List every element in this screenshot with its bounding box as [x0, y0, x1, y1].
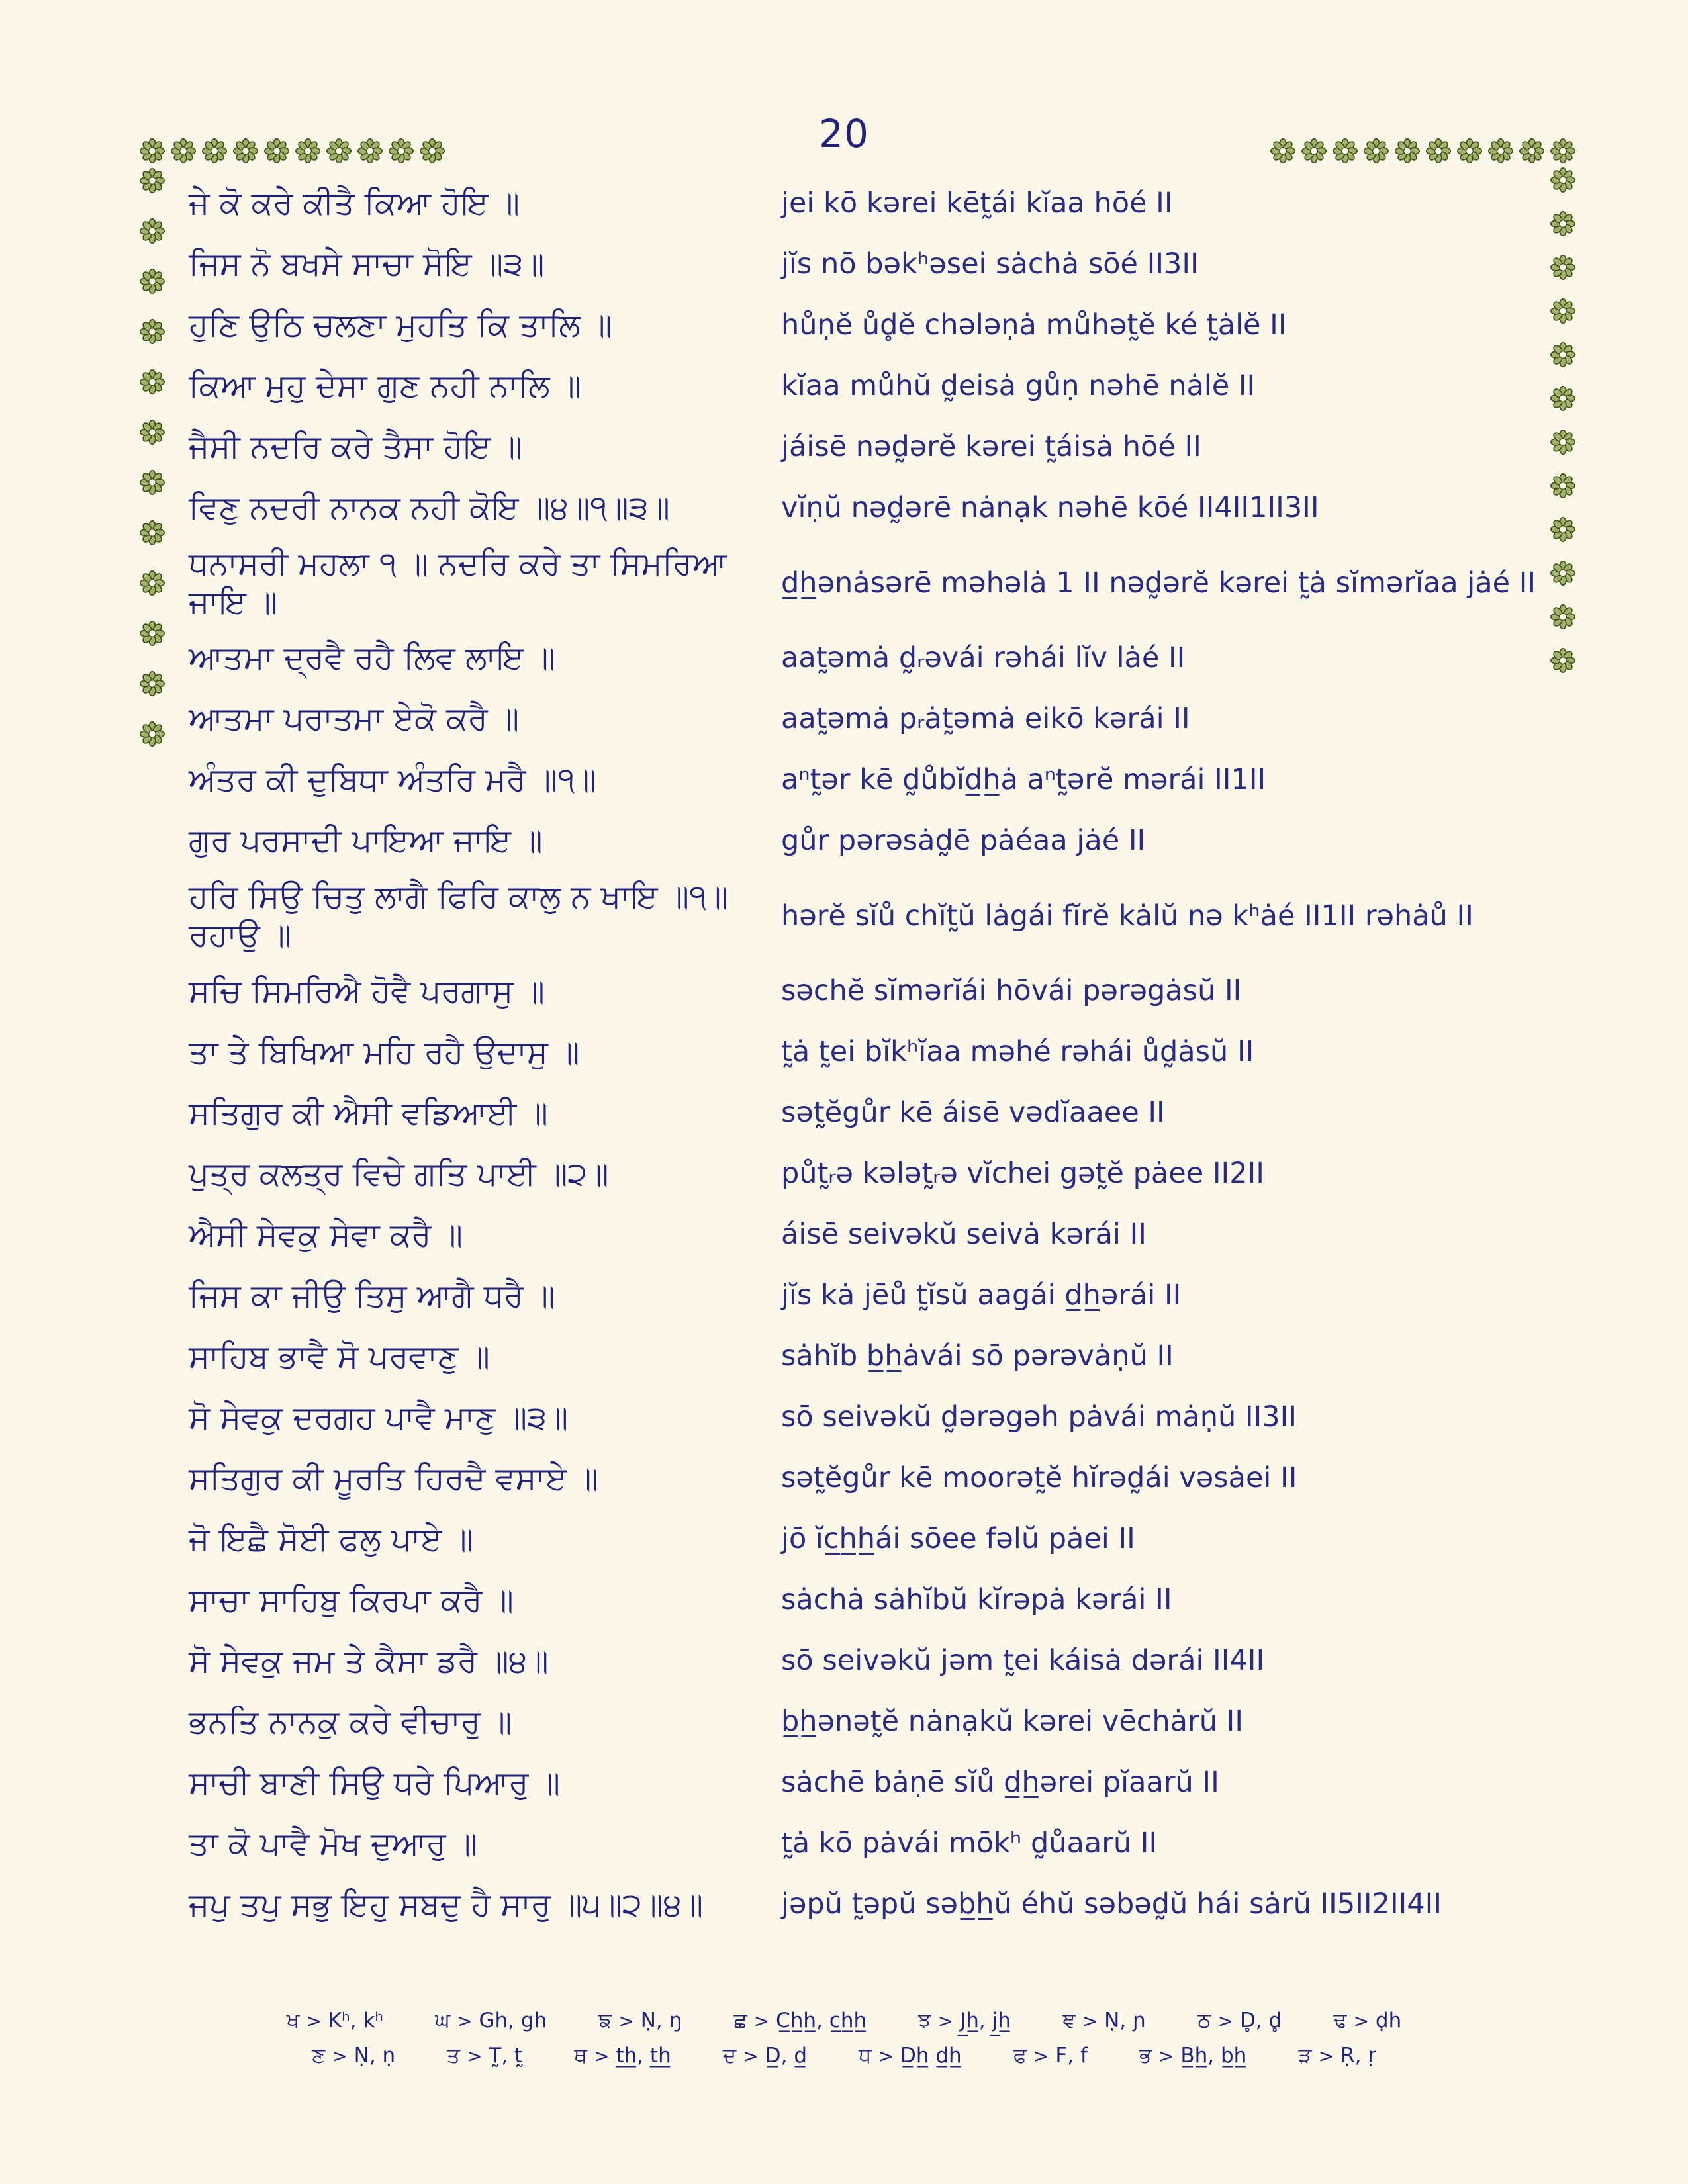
legend-gurmukhi-letter: ਢ — [1333, 2009, 1347, 2032]
gurmukhi-line: ਤਾ ਕੋ ਪਾਵੈ ਮੋਖ ਦੁਆਰੁ ॥ — [189, 1825, 478, 1862]
legend-item — [723, 2044, 807, 2068]
verse-row — [189, 1874, 1562, 1935]
flower-rosette-icon — [1488, 138, 1513, 163]
flower-rosette-icon — [140, 621, 165, 646]
verse-row — [189, 1144, 1562, 1205]
gurmukhi-line: ਆਤਮਾ ਦ੍ਰਵੈ ਰਹੈ ਲਿਵ ਲਾਇ ॥ — [189, 639, 555, 677]
legend-item — [574, 2044, 671, 2068]
legend-item — [859, 2044, 962, 2068]
roman-transliteration-line: vĭṇŭ nəd̰ərē nȧnạk nəhē kōé II4II1II3II — [781, 491, 1319, 525]
verse-row — [189, 628, 1562, 689]
legend-gurmukhi-letter: ਘ — [434, 2009, 451, 2032]
flower-rosette-icon — [295, 138, 320, 163]
gurmukhi-line: ਗੁਰ ਪਰਸਾਦੀ ਪਾਇਆ ਜਾਇ ॥ — [189, 822, 543, 860]
roman-transliteration-line: sō seivəkŭ d̰ərəgəh pȧvái mȧṇŭ II3II — [781, 1400, 1297, 1434]
flower-rosette-icon — [140, 520, 165, 545]
roman-transliteration-line: d̲h̲ənȧsərē məhəlȧ 1 II nəd̰ərĕ kərei t̰ȧ sĭmərĭaa jȧé II — [781, 566, 1536, 600]
gurmukhi-line: ਸੋ ਸੇਵਕੁ ਜਮ ਤੇ ਕੈਸਾ ਡਰੈ ॥੪॥ — [189, 1642, 549, 1680]
legend-roman-value: Ṇ, ṇ — [353, 2044, 396, 2068]
flower-rosette-icon — [140, 420, 165, 445]
legend-gurmukhi-letter: ਦ — [722, 2044, 737, 2068]
verse-row — [189, 689, 1562, 750]
legend-item — [598, 2009, 682, 2033]
roman-transliteration-line: gůr pərəsȧd̰ē pȧéaa jȧé II — [781, 824, 1146, 858]
legend-roman-value: F, f — [1055, 2044, 1088, 2068]
legend-row — [312, 2044, 1376, 2068]
legend-separator: > — [457, 2010, 473, 2032]
verse-row — [189, 1387, 1562, 1448]
legend-item — [435, 2009, 547, 2033]
verse-row — [189, 1326, 1562, 1387]
legend-roman-value: D̥, d̥ — [1239, 2009, 1282, 2032]
legend-item — [733, 2009, 867, 2033]
gurmukhi-line: ਪੁਤ੍ਰ ਕਲਤ੍ਰ ਵਿਚੇ ਗਤਿ ਪਾਈ ॥੨॥ — [189, 1155, 609, 1193]
legend-item — [1139, 2044, 1246, 2068]
flower-rosette-icon — [140, 721, 165, 747]
legend-item — [312, 2044, 395, 2068]
legend-item — [918, 2009, 1011, 2033]
roman-transliteration-line: jĭs nō bəkʰəsei sȧchȧ sōé II3II — [781, 248, 1199, 281]
page-number: 20 — [819, 111, 869, 156]
flower-rosette-icon — [140, 319, 165, 344]
roman-transliteration-line: áisē seivəkŭ seivȧ kərái II — [781, 1218, 1147, 1251]
legend-separator: > — [1158, 2045, 1174, 2067]
verse-row — [189, 872, 1562, 961]
legend-separator: > — [593, 2045, 610, 2067]
legend-item — [1298, 2044, 1376, 2068]
verse-row — [189, 1752, 1562, 1813]
legend-roman-value: ḍh — [1375, 2009, 1402, 2032]
verse-row — [189, 1022, 1562, 1083]
roman-transliteration-line: jō ĭc̲h̲h̲ái sōee fəlŭ pȧei II — [781, 1522, 1135, 1556]
roman-transliteration-line: sət̰ĕgůr kē áisē vədĭaaee II — [781, 1096, 1165, 1130]
legend-roman-value: D̲, d̲ — [765, 2044, 807, 2068]
flower-rosette-icon — [140, 369, 165, 394]
legend-roman-value: D̲h̲ d̲h̲ — [900, 2044, 962, 2068]
gurmukhi-line: ਸਤਿਗੁਰ ਕੀ ਮੂਰਤਿ ਹਿਰਦੈ ਵਸਾਏ ॥ — [189, 1459, 598, 1497]
gurmukhi-line: ਸਤਿਗੁਰ ਕੀ ਐਸੀ ਵਡਿਆਈ ॥ — [189, 1094, 548, 1132]
verse-row — [189, 750, 1562, 811]
gurmukhi-line: ਸਾਹਿਬ ਭਾਵੈ ਸੋ ਪਰਵਾਣੁ ॥ — [189, 1338, 490, 1375]
flower-rosette-icon — [326, 138, 352, 163]
verse-row — [189, 1083, 1562, 1144]
gurmukhi-line: ਜੋ ਇਛੈ ਸੋਈ ਫਲੁ ਪਾਏ ॥ — [189, 1520, 474, 1558]
roman-transliteration-line: sət̰ĕgůr kē moorət̰ĕ hĭrəd̰ái vəsȧei II — [781, 1461, 1297, 1495]
roman-transliteration-line: səchĕ sĭmərĭái hōvái pərəgȧsŭ II — [781, 974, 1242, 1008]
gurmukhi-line: ਤਾ ਤੇ ਬਿਖਿਆ ਮਹਿ ਰਹੈ ਉਦਾਸੁ ॥ — [189, 1033, 580, 1071]
roman-transliteration-line: sȧchē bȧṇē sĭů d̲h̲ərei pĭaarŭ II — [781, 1766, 1219, 1799]
verse-row — [189, 234, 1562, 295]
gurmukhi-line: ਜਿਸ ਕਾ ਜੀਉ ਤਿਸੁ ਆਗੈ ਧਰੈ ॥ — [189, 1277, 555, 1314]
roman-transliteration-line: t̰ȧ t̰ei bĭkʰĭaa məhé rəhái ůd̰ȧsŭ II — [781, 1035, 1254, 1069]
legend-gurmukhi-letter: ਤ — [447, 2044, 461, 2068]
roman-transliteration-line: b̲h̲ənət̰ĕ nȧnạkŭ kərei vēchȧrŭ II — [781, 1705, 1243, 1739]
flower-rosette-icon — [1457, 138, 1482, 163]
roman-transliteration-line: sȧhĭb b̲h̲ȧvái sō pərəvȧṇŭ II — [781, 1340, 1174, 1373]
roman-transliteration-line: sō seivəkŭ jəm t̰ei káisȧ dərái II4II — [781, 1644, 1265, 1678]
legend-gurmukhi-letter: ਞ — [1062, 2009, 1076, 2032]
legend-item — [1062, 2009, 1146, 2033]
roman-transliteration-line: půt̰ᵣə kələt̰ᵣə vĭchei gət̰ĕ pȧee II2II — [781, 1157, 1264, 1191]
transliteration-legend — [0, 2009, 1688, 2068]
verse-row — [189, 1509, 1562, 1570]
verse-row — [189, 1265, 1562, 1326]
flower-rosette-icon — [140, 269, 165, 294]
gurmukhi-line: ਆਤਮਾ ਪਰਾਤਮਾ ਏਕੋ ਕਰੈ ॥ — [189, 700, 520, 738]
legend-gurmukhi-letter: ਥ — [574, 2044, 587, 2068]
flower-rosette-icon — [389, 138, 414, 163]
legend-roman-value: T̰, t̰ — [489, 2044, 523, 2068]
flower-rosette-icon — [1426, 138, 1451, 163]
verse-row — [189, 1813, 1562, 1874]
gurmukhi-line: ਹਰਿ ਸਿਉ ਚਿਤੁ ਲਾਗੈ ਫਿਰਿ ਕਾਲੁ ਨ ਖਾਇ ॥੧॥ ਰਹਾਉ ॥ — [189, 878, 728, 954]
legend-gurmukhi-letter: ਛ — [733, 2009, 747, 2032]
legend-roman-value: Kʰ, kʰ — [328, 2009, 383, 2032]
flower-rosette-icon — [140, 168, 165, 193]
gurmukhi-line: ਕਿਆ ਮੁਹੁ ਦੇਸਾ ਗੁਣ ਨਹੀ ਨਾਲਿ ॥ — [189, 367, 582, 405]
flower-rosette-icon — [140, 570, 165, 596]
flower-rosette-icon — [1395, 138, 1420, 163]
legend-separator: > — [467, 2045, 483, 2067]
legend-separator: > — [1033, 2045, 1049, 2067]
gurmukhi-line: ਐਸੀ ਸੇਵਕੁ ਸੇਵਾ ਕਰੈ ॥ — [189, 1216, 463, 1253]
legend-separator: > — [753, 2010, 770, 2032]
verse-row — [189, 539, 1562, 628]
flower-rosette-icon — [171, 138, 196, 163]
legend-separator: > — [1217, 2010, 1233, 2032]
gurmukhi-line: ਹੁਣਿ ਉਠਿ ਚਲਣਾ ਮੁਹਤਿ ਕਿ ਤਾਲਿ ॥ — [189, 306, 612, 344]
gurmukhi-line: ਅੰਤਰ ਕੀ ਦੁਬਿਧਾ ਅੰਤਰਿ ਮਰੈ ॥੧॥ — [189, 761, 596, 799]
verse-row — [189, 478, 1562, 539]
verse-row — [189, 173, 1562, 234]
flower-rosette-icon — [1301, 138, 1327, 163]
legend-gurmukhi-letter: ਫ — [1013, 2044, 1027, 2068]
legend-roman-value: Ṇ, ɲ — [1104, 2009, 1147, 2032]
roman-transliteration-line: t̰ȧ kō pȧvái mōkʰ d̰ůaarŭ II — [781, 1827, 1158, 1860]
verse-row — [189, 417, 1562, 478]
roman-transliteration-line: hərĕ sĭů chĭt̰ŭ lȧgái fĭrĕ kȧlŭ nə kʰȧé II1II rəhȧů II — [781, 899, 1474, 933]
legend-roman-value: Ṇ, ŋ — [640, 2009, 682, 2032]
gurmukhi-line: ਸਾਚੀ ਬਾਣੀ ਸਿਉ ਧਰੇ ਪਿਆਰੁ ॥ — [189, 1764, 561, 1801]
roman-transliteration-line: jei kō kərei kēt̰ái kĭaa hōé II — [781, 187, 1173, 220]
legend-gurmukhi-letter: ਖ — [286, 2009, 300, 2032]
flower-rosette-icon — [140, 138, 165, 163]
legend-separator: > — [306, 2010, 322, 2032]
legend-gurmukhi-letter: ੜ — [1298, 2044, 1312, 2068]
flower-rosette-icon — [420, 138, 445, 163]
verse-row — [189, 295, 1562, 356]
legend-separator: > — [332, 2045, 348, 2067]
legend-separator: > — [1353, 2010, 1369, 2032]
verse-list — [189, 173, 1562, 1935]
gurmukhi-line: ਜੈਸੀ ਨਦਰਿ ਕਰੇ ਤੈਸਾ ਹੋਇ ॥ — [189, 428, 522, 466]
flower-rosette-icon — [202, 138, 227, 163]
flower-rosette-icon — [140, 671, 165, 696]
legend-gurmukhi-letter: ਣ — [311, 2044, 326, 2068]
roman-transliteration-line: kĭaa můhŭ d̰eisȧ gůṇ nəhē nȧlĕ II — [781, 369, 1256, 403]
verse-row — [189, 1692, 1562, 1752]
verse-row — [189, 356, 1562, 417]
legend-roman-value: C̲h̲h̲, c̲h̲h̲ — [776, 2009, 867, 2032]
legend-gurmukhi-letter: ਙ — [598, 2009, 612, 2032]
legend-roman-value: B̲h̲, b̲h̲ — [1180, 2044, 1247, 2068]
legend-separator: > — [743, 2045, 759, 2067]
verse-row — [189, 1448, 1562, 1509]
verse-row — [189, 1631, 1562, 1692]
gurmukhi-line: ਸਾਚਾ ਸਾਹਿਬੁ ਕਿਰਪਾ ਕਰੈ ॥ — [189, 1581, 514, 1619]
flower-rosette-icon — [140, 470, 165, 495]
legend-item — [447, 2044, 522, 2068]
legend-item — [1333, 2009, 1401, 2033]
roman-transliteration-line: aat̰əmȧ d̰ᵣəvái rəhái lĭv lȧé II — [781, 641, 1186, 675]
legend-item — [287, 2009, 383, 2033]
roman-transliteration-line: jəpŭ t̰əpŭ səb̲h̲ŭ éhŭ səbəd̰ŭ hái sȧrŭ II5II2II4II — [781, 1888, 1442, 1921]
legend-roman-value: Ṛ, ṛ — [1340, 2044, 1377, 2068]
flower-rosette-icon — [1364, 138, 1389, 163]
flower-rosette-icon — [1270, 138, 1295, 163]
roman-transliteration-line: aⁿt̰ər kē d̰ůbĭd̲h̲ȧ aⁿt̰ərĕ mərái II1II — [781, 763, 1266, 797]
roman-transliteration-line: hůṇĕ ůd̥ĕ chələṇȧ můhət̰ĕ ké t̰ȧlĕ II — [781, 308, 1287, 342]
flower-rosette-icon — [357, 138, 383, 163]
roman-transliteration-line: jáisē nəd̰ərĕ kərei t̰áisȧ hōé II — [781, 430, 1201, 464]
roman-transliteration-line: jĭs kȧ jēů t̰ĭsŭ aagái d̲h̲ərái II — [781, 1279, 1182, 1312]
legend-separator: > — [937, 2010, 954, 2032]
legend-separator: > — [878, 2045, 894, 2067]
legend-gurmukhi-letter: ਭ — [1139, 2044, 1152, 2068]
verse-row — [189, 961, 1562, 1022]
legend-gurmukhi-letter: ਠ — [1197, 2009, 1211, 2032]
gurmukhi-line: ਜੇ ਕੋ ਕਰੇ ਕੀਤੈ ਕਿਆ ਹੋਇ ॥ — [189, 185, 520, 222]
flower-rosette-icon — [1550, 138, 1575, 163]
verse-row — [189, 1570, 1562, 1631]
roman-transliteration-line: sȧchȧ sȧhĭbŭ kĭrəpȧ kərái II — [781, 1583, 1172, 1617]
legend-roman-value: Gh, gh — [479, 2009, 547, 2032]
verse-row — [189, 1205, 1562, 1265]
legend-item — [1013, 2044, 1088, 2068]
gurmukhi-line: ਵਿਣੁ ਨਦਰੀ ਨਾਨਕ ਨਹੀ ਕੋਇ ॥੪॥੧॥੩॥ — [189, 489, 670, 527]
flower-rosette-icon — [233, 138, 258, 163]
legend-separator: > — [618, 2010, 634, 2032]
legend-roman-value: t̲h̲, t̲h̲ — [616, 2044, 671, 2068]
flower-rosette-icon — [1519, 138, 1544, 163]
flower-rosette-icon — [1333, 138, 1358, 163]
legend-gurmukhi-letter: ਧ — [859, 2044, 872, 2068]
verse-row — [189, 811, 1562, 872]
gurmukhi-line: ਭਨਤਿ ਨਾਨਕੁ ਕਰੇ ਵੀਚਾਰੁ ॥ — [189, 1703, 512, 1741]
legend-gurmukhi-letter: ਝ — [918, 2009, 931, 2032]
legend-row — [287, 2009, 1402, 2033]
legend-roman-value: J̲h̲, j̲h̲ — [960, 2009, 1011, 2032]
gurmukhi-line: ਜਪੁ ਤਪੁ ਸਭੁ ਇਹੁ ਸਬਦੁ ਹੈ ਸਾਰੁ ॥੫॥੨॥੪॥ — [189, 1886, 704, 1923]
gurmukhi-line: ਧਨਾਸਰੀ ਮਹਲਾ ੧ ॥ ਨਦਰਿ ਕਰੇ ਤਾ ਸਿਮਰਿਆ ਜਾਇ ॥ — [189, 545, 727, 621]
gurmukhi-line: ਸੋ ਸੇਵਕੁ ਦਰਗਹ ਪਾਵੈ ਮਾਣੁ ॥੩॥ — [189, 1398, 569, 1436]
gurmukhi-line: ਜਿਸ ਨੋ ਬਖਸੇ ਸਾਚਾ ਸੋਇ ॥੩॥ — [189, 246, 545, 283]
flower-rosette-icon — [140, 218, 165, 244]
legend-separator: > — [1082, 2010, 1098, 2032]
flower-rosette-icon — [264, 138, 289, 163]
legend-item — [1197, 2009, 1282, 2033]
legend-separator: > — [1318, 2045, 1335, 2067]
roman-transliteration-line: aat̰əmȧ pᵣȧt̰əmȧ eikō kərái II — [781, 702, 1190, 736]
gurmukhi-line: ਸਚਿ ਸਿਮਰਿਐ ਹੋਵੈ ਪਰਗਾਸੁ ॥ — [189, 972, 545, 1010]
